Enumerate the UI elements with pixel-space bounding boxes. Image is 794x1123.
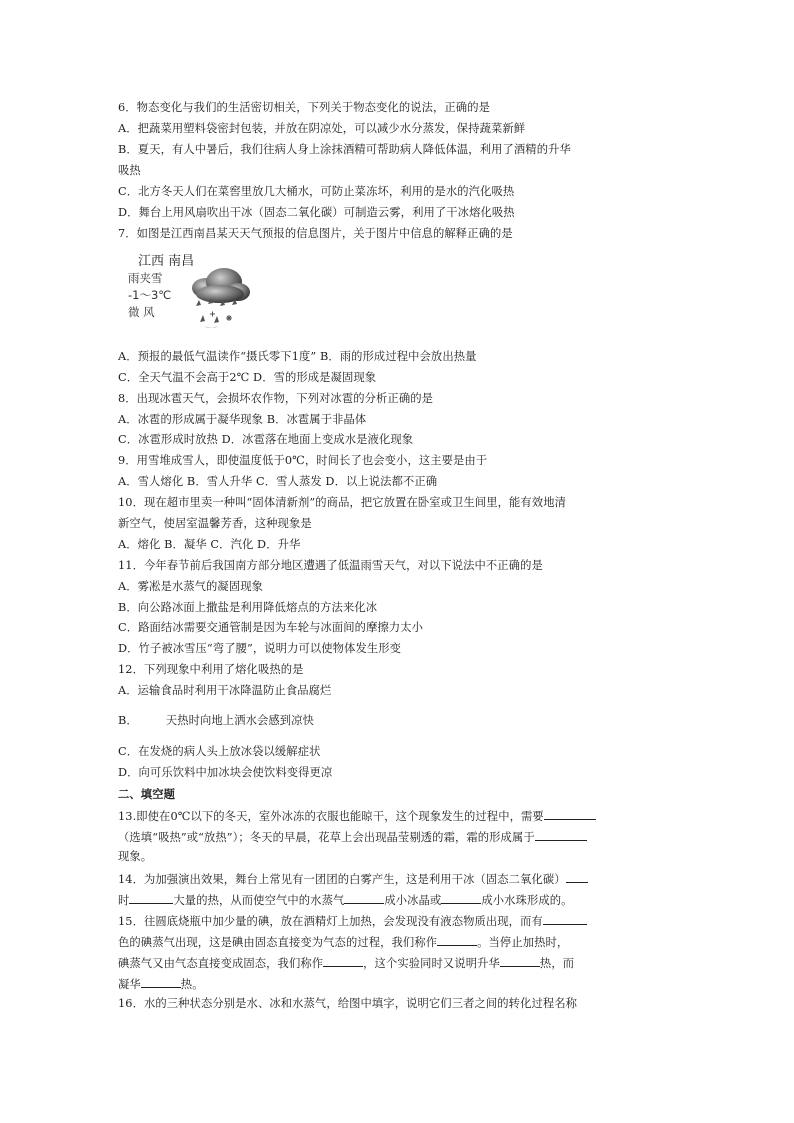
q16-stem: 16．水的三种状态分别是水、冰和水蒸气，给图中填字，说明它们三者之间的转化过程名称 [118,997,578,1010]
q14-blank-2[interactable] [129,892,173,904]
q11-option-d: D．竹子被冰雪压“弯了腰”，说明力可以使物体发生形变 [118,642,402,655]
q12-option-d: D．向可乐饮料中加冰块会使饮料变得更凉 [118,766,333,779]
q12-option-b [118,714,678,728]
q10-options: A．熔化 B．凝华 C．汽化 D．升华 [118,538,301,551]
q7-options-cd: C．全天气温不会高于2℃ D．雪的形成是凝固现象 [118,371,377,384]
weather-temperature: -1～3℃ [128,288,172,302]
q13-blank-2[interactable] [535,829,587,841]
section-fill-in-heading: 二、填空题 [118,787,175,801]
q6-option-b-cont: 吸热 [118,164,141,177]
q11-option-a: A．雾凇是水蒸气的凝固现象 [118,580,264,593]
q9-stem: 9．用雪堆成雪人，即使温度低于0℃，时间长了也会变小，这主要是由于 [118,454,488,467]
weather-wind: 微 风 [128,305,155,319]
q14-blank-1[interactable] [566,871,588,883]
q10-stem-cont: 新空气，使居室温馨芳香，这种现象是 [118,517,312,530]
q13-line3: 现象。 [118,850,153,863]
q8-options-cd: C．冰雹形成时放热 D．冰雹落在地面上变成水是液化现象 [118,433,414,446]
q8-stem: 8．出现冰雹天气，会损坏农作物，下列对冰雹的分析正确的是 [118,392,434,405]
q12-stem: 12．下列现象中利用了熔化吸热的是 [118,663,304,676]
q15-line1: 15．往圆底烧瓶中加少量的碘，放在酒精灯上加热，会发现没有液态物质出现，而有 [118,913,678,929]
q15-blank-4[interactable] [500,955,540,967]
q14-blank-3[interactable] [344,892,384,904]
q6-option-a: A．把蔬菜用塑料袋密封包装，并放在阴凉处，可以减少水分蒸发，保持蔬菜新鲜 [118,122,526,135]
q6-option-d: D．舞台上用风扇吹出干冰（固态二氧化碳）可制造云雾，利用了干冰熔化吸热 [118,206,515,219]
q7-stem: 7．如图是江西南昌某天天气预报的信息图片，关于图片中信息的解释正确的是 [118,227,513,240]
q7-options-ab: A．预报的最低气温读作“摄氏零下1度” B．雨的形成过程中会放出热量 [118,350,477,363]
weather-forecast-figure [124,248,264,340]
q6-option-c: C．北方冬天人们在菜窖里放几大桶水，可防止菜冻坏，利用的是水的汽化吸热 [118,185,515,198]
weather-condition: 雨夹雪 [128,271,163,285]
q15-line3: 碘蒸气又由气态直接变成固态，我们称作 ，这个实验同时又说明升华 热，而 [118,957,575,970]
q15-line2: 色的碘蒸气出现，这是碘由固态直接变为气态的过程，我们称作 。当停止加热时， [118,936,569,949]
q15-blank-5[interactable] [141,976,181,988]
q9-options: A．雪人熔化 B．雪人升华 C．雪人蒸发 D．以上说法都不正确 [118,475,438,488]
q10-stem: 10．现在超市里卖一种叫“固体清新剂”的商品，把它放置在卧室或卫生间里，能有效地清 [118,496,567,509]
cloud-rain-snow-icon [186,266,252,336]
q14-line1: 14．为加强演出效果，舞台上常见有一团团的白雾产生，这是利用干冰（固态二氧化碳） [118,871,678,887]
q15-blank-3[interactable] [323,955,363,967]
q15-blank-2[interactable] [437,934,477,946]
q12-option-b-text: 天热时向地上洒水会感到凉快 [165,714,314,727]
q13-blank-1[interactable] [544,808,596,820]
q12-option-a: A．运输食品时利用干冰降温防止食品腐烂 [118,684,332,697]
weather-city: 江西 南昌 [138,254,195,269]
q11-option-c: C．路面结冰需要交通管制是因为车轮与冰面间的摩擦力太小 [118,621,424,634]
q12-option-b-label: B． [118,714,138,727]
q11-option-b: B．向公路冰面上撒盐是利用降低熔点的方法来化冰 [118,601,378,614]
q15-line4: 凝华 热。 [118,978,204,991]
q6-stem: 6．物态变化与我们的生活密切相关，下列关于物态变化的说法，正确的是 [118,101,490,114]
q6-option-b: B．夏天，有人中暑后，我们往病人身上涂抹酒精可帮助病人降低体温，利用了酒精的升华 [118,143,571,156]
q13-line1: 13.即使在0℃以下的冬天，室外冰冻的衣服也能晾干，这个现象发生的过程中，需要 [118,808,678,824]
q11-stem: 11．今年春节前后我国南方部分地区遭遇了低温雨雪天气，对以下说法中不正确的是 [118,559,543,572]
q12-option-c: C．在发烧的病人头上放冰袋以缓解症状 [118,745,321,758]
q14-blank-4[interactable] [441,892,481,904]
q13-line2: （选填“吸热”或“放热”）；冬天的早晨，花草上会出现晶莹剔透的霜，霜的形成属于 [118,829,678,845]
q15-blank-1[interactable] [543,913,587,925]
q8-options-ab: A．冰雹的形成属于凝华现象 B．冰雹属于非晶体 [118,413,367,426]
q14-line2: 时 大量的热，从而使空气中的水蒸气 成小冰晶或 成小水珠形成的。 [118,894,573,907]
